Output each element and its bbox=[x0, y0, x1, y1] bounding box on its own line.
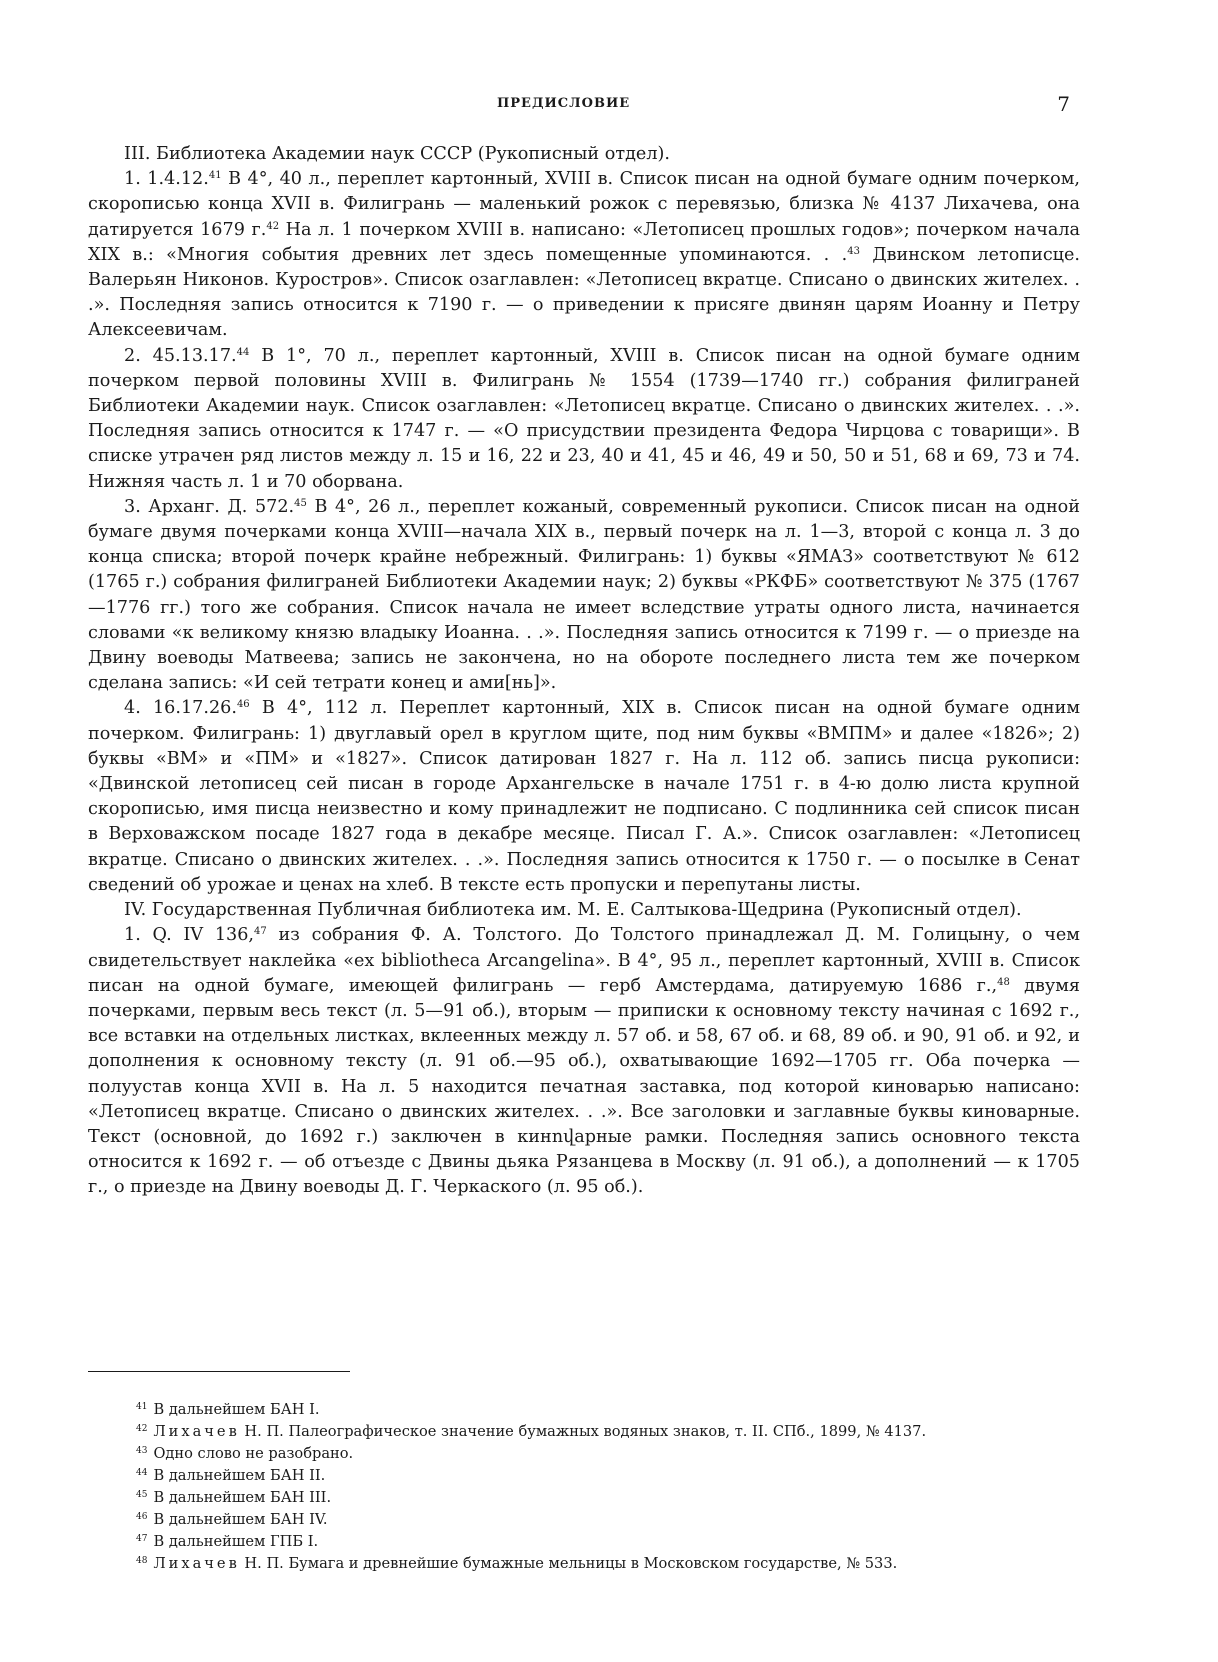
footnote-ref: 45 bbox=[294, 497, 307, 509]
footnote: $^{46}$ В дальнейшем БАН IV. bbox=[136, 1511, 328, 1528]
footnote: $^{41}$ В дальнейшем БАН I. bbox=[136, 1401, 320, 1418]
footnote-ref: 46 bbox=[236, 699, 250, 711]
footnote-ref: 44 bbox=[236, 346, 250, 358]
entry-paragraph: 2. 45.13.17.44 В 1°, 70 л., переплет картонный, XVIII в. Список писан на одной бумаге одним почерком первой половины XVIII в. Филигрань № 1554 (1739—1740 гг.) собрания филиграней Библиотеки Академии наук. Список озаглавлен: «Летописец вкратце. Списано о двинских жителех. . .». Последняя запись относится к 1747 г. — «О присудствии президента Федора Чирцова с товарищи». В списке утрачен ряд листов между л. 15 и 16, 22 и 23, 40 и 41, 45 и 46, 49 и 50, 50 и 51, 68 и 69, 73 и 74. Нижняя часть л. 1 и 70 оборвана. bbox=[88, 345, 1080, 492]
footnote-ref: 48 bbox=[997, 976, 1010, 988]
footnote: $^{47}$ В дальнейшем ГПБ I. bbox=[136, 1533, 319, 1550]
entry-paragraph: 4. 16.17.26.46 В 4°, 112 л. Переплет картонный, XIX в. Список писан на одной бумаге одним почерком. Филигрань: 1) двуглавый орел в круглом щите, под ним буквы «ВМПМ» и далее «1826»; 2) буквы «ВМ» и «ПМ» и «1827». Список датирован 1827 г. На л. 112 об. запись писца рукописи: «Двинской летописец сей писан в городе Архангельске в начале 1751 г. в 4-ю долю листа крупной скорописью, имя писца неизвестно и кому принадлежит не подписано. С подлинника сей список писан в Верховажском посаде 1827 года в декабре месяце. Писал Г. А.». Список озаглавлен: «Летописец вкратце. Списано о двинских жителех. . .». Последняя запись относится к 1750 г. — о посылке в Сенат сведений об урожае и ценах на хлеб. В тексте есть пропуски и перепутаны листы. bbox=[88, 698, 1080, 895]
footnote: $^{42}$ Лихачев Н. П. Палеографическое значение бумажных водяных знаков, т. II. СПб., 1899, № 4137. bbox=[136, 1423, 927, 1440]
footnote-ref: 41 bbox=[208, 170, 222, 182]
section-heading: IV. Государственная Публичная библиотека им. М. Е. Салтыкова-Щедрина (Рукописный отдел). bbox=[124, 900, 1022, 921]
author-name: Лихачев bbox=[153, 1423, 240, 1440]
footnotes bbox=[88, 1399, 1080, 1575]
footnote-divider bbox=[88, 1371, 350, 1372]
footnote-ref: 42 bbox=[266, 220, 280, 232]
footnote: $^{48}$ Лихачев Н. П. Бумага и древнейшие бумажные мельницы в Московском государстве, № 533. bbox=[136, 1555, 898, 1572]
page-number: 7 bbox=[1057, 92, 1070, 116]
section-heading: III. Библиотека Академии наук СССР (Рукописный отдел). bbox=[124, 144, 670, 164]
footnote-ref: 47 bbox=[254, 926, 267, 938]
footnote-ref: 43 bbox=[847, 245, 860, 257]
footnote: $^{43}$ Одно слово не разобрано. bbox=[136, 1445, 354, 1462]
entry-paragraph: 1. 1.4.12.41 В 4°, 40 л., переплет картонный, XVIII в. Список писан на одной бумаге одним почерком, скорописью конца XVII в. Филигрань — маленький рожок с перевязью, близка № 4137 Лихачева, она датируется 1679 г.$^{42}$ На л. 1 почерком XVIII в. написано: «Летописец прошлых годов»; почерком начала XIX в.: «Многия события древних лет здесь помещенные упоминаются. . .$^{43}$ Двинском летописце. Валерьян Никонов. Куростров». Список озаглавлен: «Летописец вкратце. Списано о двинских жителех. . .». Последняя запись относится к 7190 г. — о приведении к присяге двинян царям Иоанну и Петру Алексеевичам. bbox=[88, 169, 1081, 341]
body-text bbox=[88, 142, 1080, 1201]
page-header bbox=[88, 92, 1088, 122]
entry-paragraph: 1. Q. IV 136,47 из собрания Ф. А. Толстого. До Толстого принадлежал Д. М. Голицыну, о чем свидетельствует наклейка «ex bibliotheca Arcangelina». В 4°, 95 л., переплет картонный, XVIII в. Список писан на одной бумаге, имеющей филигрань — герб Амстердама, датируемую 1686 г.,$^{48}$ двумя почерками, первым весь текст (л. 5—91 об.), вторым — приписки к основному тексту начиная с 1692 г., все вставки на отдельных листках, вклеенных между л. 57 об. и 58, 67 об. и 68, 89 об. и 90, 91 об. и 92, и дополнения к основному тексту (л. 91 об.—95 об.), охватывающие 1692—1705 гг. Оба почерка — полуустав конца XVII в. На л. 5 находится печатная заставка, под которой киноварью написано: «Летописец вкратце. Списано о двинских жителех. . .». Все заголовки и заглавные буквы киноварные. Текст (основной, до 1692 г.) заключен в кинովарные рамки. Последняя запись основного текста относится к 1692 г. — об отъезде с Двины дьяка Рязанцева в Москву (л. 91 об.), а дополнений — к 1705 г., о приезде на Двину воеводы Д. Г. Черкаского (л. 95 об.). bbox=[88, 925, 1080, 1198]
footnote: $^{45}$ В дальнейшем БАН III. bbox=[136, 1489, 332, 1506]
entry-paragraph: 3. Арханг. Д. 572.45 В 4°, 26 л., переплет кожаный, современный рукописи. Список писан на одной бумаге двумя почерками конца XVIII—начала XIX в., первый почерк на л. 1—3, второй с конца л. 3 до конца списка; второй почерк крайне небрежный. Филигрань: 1) буквы «ЯМАЗ» соответствуют № 612 (1765 г.) собрания филиграней Библиотеки Академии наук; 2) буквы «РКФБ» соответствуют № 375 (1767—1776 гг.) того же собрания. Список начала не имеет вследствие утраты одного листа, начинается словами «к великому князю владыку Иоанна. . .». Последняя запись относится к 7199 г. — о приезде на Двину воеводы Матвеева; запись не закончена, но на обороте последнего листа тем же почерком сделана запись: «И сей тетрати конец и ами[нь]». bbox=[88, 496, 1080, 694]
author-name: Лихачев bbox=[153, 1555, 240, 1572]
running-title: ПРЕДИСЛОВИЕ bbox=[497, 96, 631, 111]
footnote: $^{44}$ В дальнейшем БАН II. bbox=[136, 1467, 326, 1484]
